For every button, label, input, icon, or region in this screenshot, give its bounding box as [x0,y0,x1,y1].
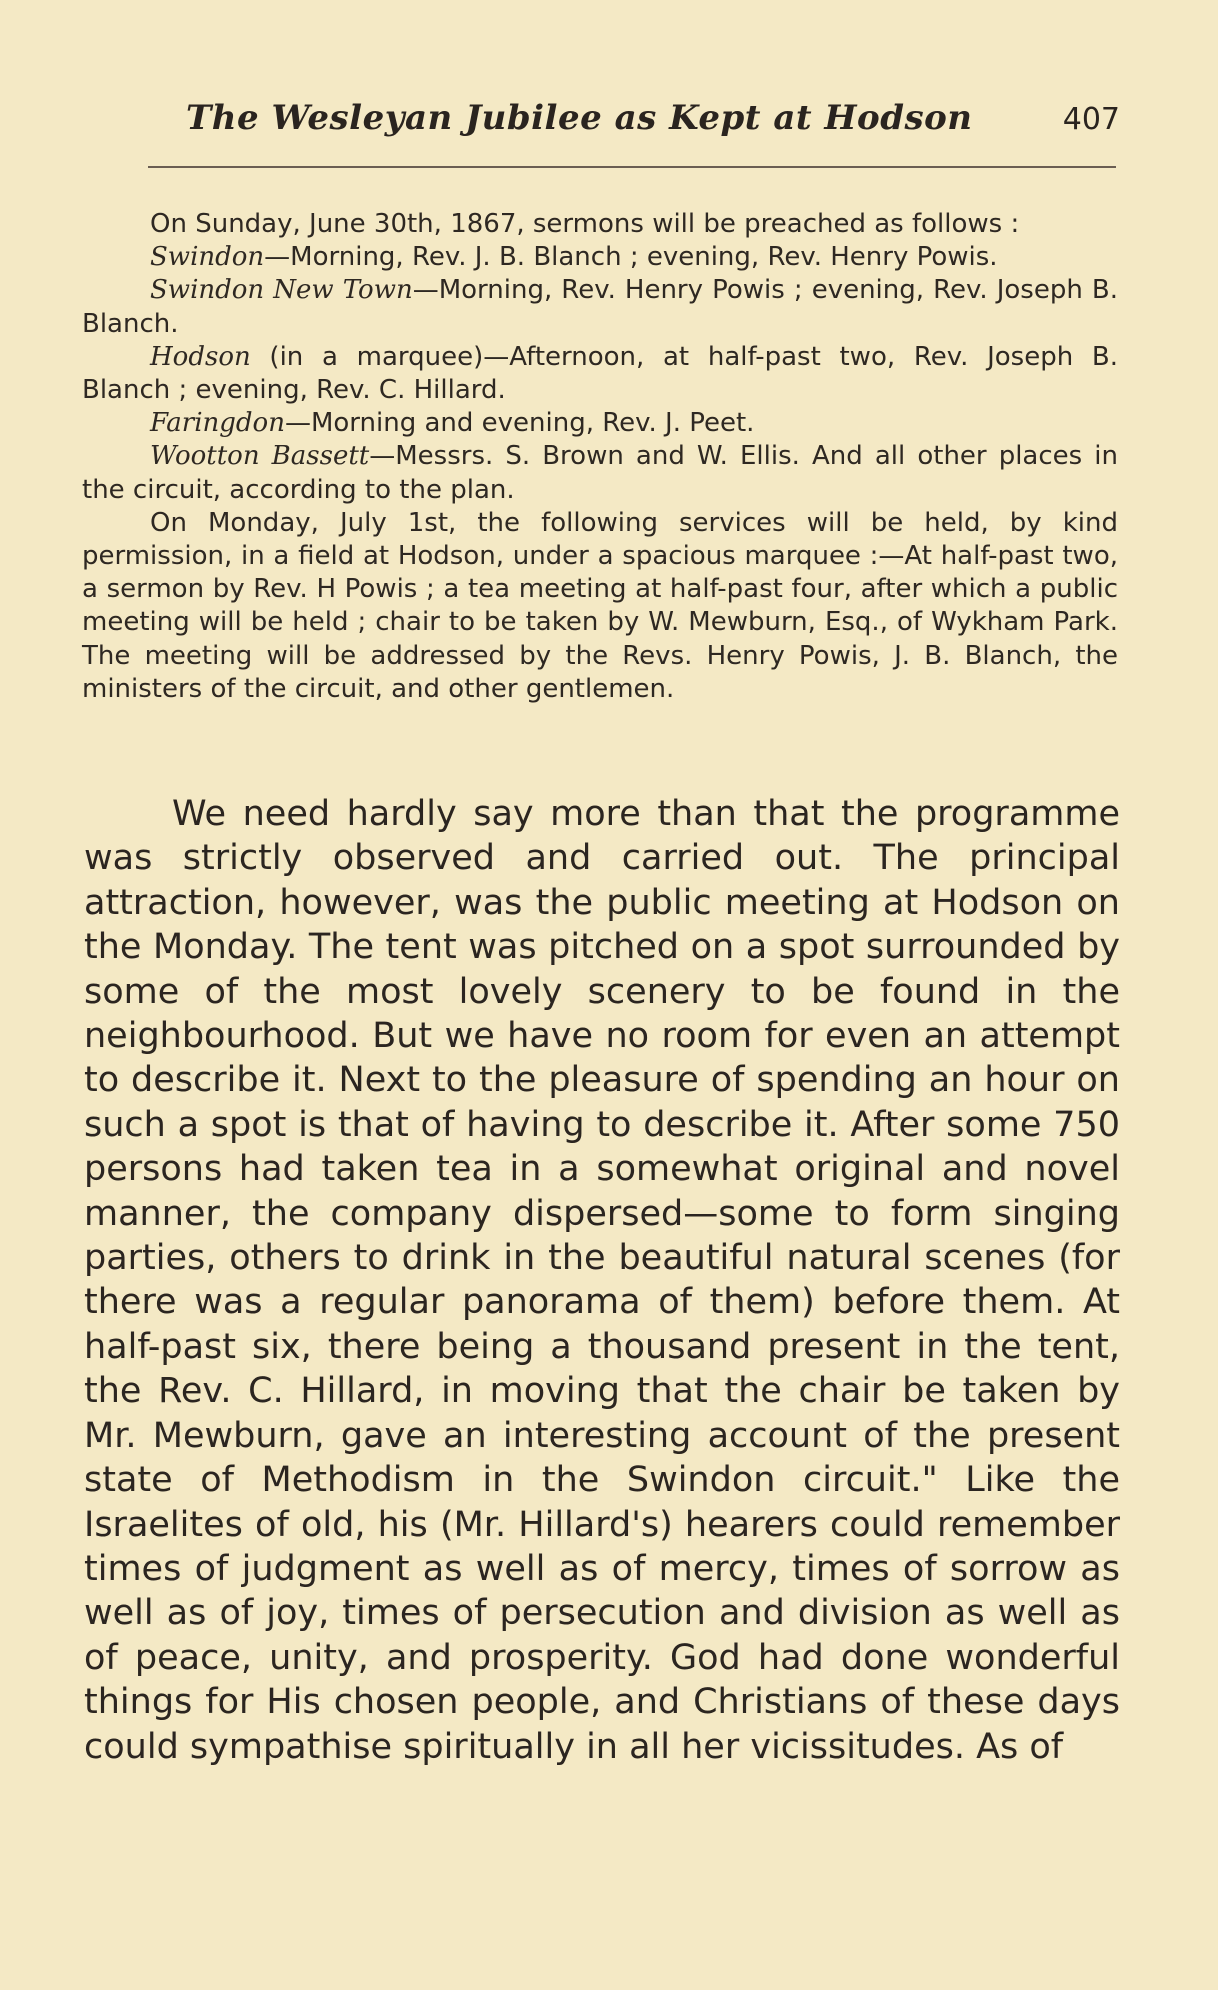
notice-entry [82,440,1118,506]
notice-entry [82,274,1118,340]
notice-place: Faringdon [150,408,285,439]
notice-entry-text: —Messrs. S. Brown and W. Ellis. And all other places in the circuit, according to the plan. [82,441,1118,505]
running-title: The Wesleyan Jubilee as Kept at Hodson [186,98,973,138]
notice-monday: On Monday, July 1st, the following services will be held, by kind permission, in a field at Hodson, under a spacious marquee :—At half-past two, a sermon by Rev. H Powis ; a tea meeting at half-past four, after which a public meeting will be held ; chair to be taken by W. Mewburn, Esq., of Wykham Park. The meeting will be addressed by the Revs. Henry Powis, J. B. Blanch, the ministers of the circuit, and other gentlemen. [82,507,1118,704]
notice-intro: On Sunday, June 30th, 1867, sermons will be preached as follows : [150,209,1020,239]
body-text [84,792,1120,1769]
service-notice [82,208,1118,706]
header-rule [148,166,1116,168]
notice-place: Swindon New Town [150,275,413,306]
notice-entry-text: (in a marquee)—Afternoon, at half-past two, Rev. Joseph B. Blanch ; evening, Rev. C. Hillard. [82,341,1118,406]
page-number: 407 [1062,102,1120,137]
notice-entry-text: —Morning, Rev. J. B. Blanch ; evening, Rev. Henry Powis. [264,242,998,273]
notice-place: Wootton Bassett [150,441,370,472]
notice-place: Swindon [150,242,265,273]
notice-entry [82,241,1118,274]
notice-entry [82,341,1118,407]
notice-entry [82,407,1118,440]
notice-place: Hodson [150,341,251,372]
running-header [150,92,1120,152]
notice-entry-text: —Morning and evening, Rev. J. Peet. [284,408,755,439]
notice-entry-text: —Morning, Rev. Henry Powis ; evening, Rev. Joseph B. Blanch. [82,275,1118,339]
body-paragraph: We need hardly say more than that the programme was strictly observed and carried out. The principal attraction, however, was the public meeting at Hodson on the Monday. The tent was pitched on a spot surrounded by some of the most lovely scenery to be found in the neighbourhood. But we have no room for even an attempt to describe it. Next to the pleasure of spending an hour on such a spot is that of having to describe it. After some 750 persons had taken tea in a somewhat original and novel manner, the company dispersed—some to form singing parties, others to drink in the beautiful natural scenes (for there was a regular panorama of them) before them. At half-past six, there being a thousand present in the tent, the Rev. C. Hillard, in moving that the chair be taken by Mr. Mewburn, gave an interesting account of the present state of Methodism in the Swindon circuit." Like the Israelites of old, his (Mr. Hillard's) hearers could remember times of judgment as well as of mercy, times of sorrow as well as of joy, times of persecution and division as well as of peace, unity, and prosperity. God had done wonderful things for His chosen people, and Christians of these days could sympathise spiritually in all her vicissitudes. As of [84,794,1120,1767]
